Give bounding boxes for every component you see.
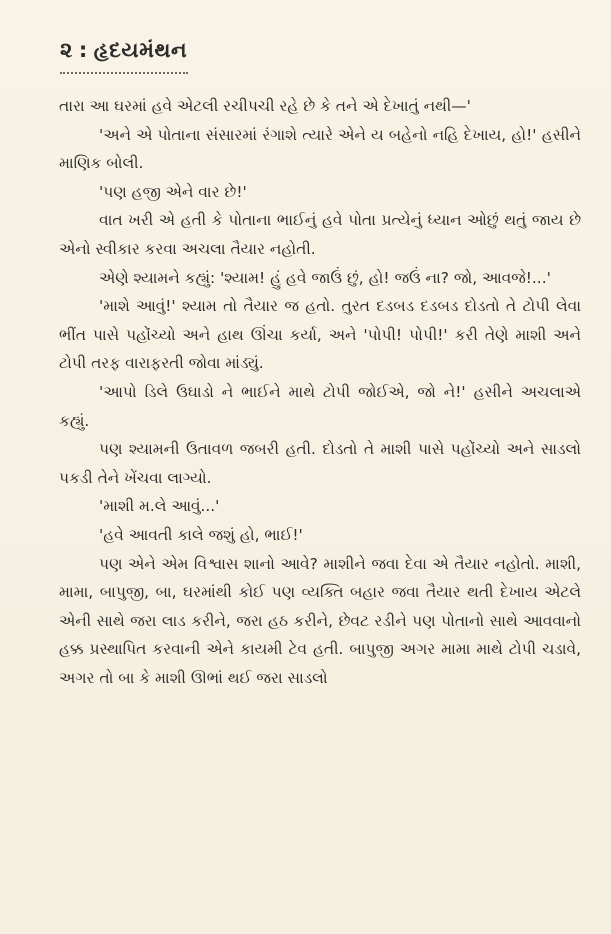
paragraph: પણ એને એમ વિશ્વાસ શાનો આવે? માશીને જવા દેવા એ તૈયાર નહોતો. માશી, મામા, બાપુજી, બા, ઘરમાંથી કોઈ પણ વ્યક્તિ બહાર જવા તૈયાર થતી દેખાય એટલે એની સાથે જરા લાડ કરીને, જરા હઠ કરીને, છેવટ રડીને પણ પોતાનો સાથે આવવાનો હક્ક પ્રસ્થાપિત કરવાની એને કાયમી ટેવ હતી. બાપુજી અગર મામા માથે ટોપી ચડાવે, અગર તો બા કે માશી ઊભાં થઈ જરા સાડલો: [59, 554, 581, 687]
paragraph: 'હવે આવતી કાલે જશું હો, ભાઈ!': [99, 525, 303, 544]
page-header: [60, 38, 187, 63]
chapter-title: હૃદયમંથન: [93, 38, 188, 62]
paragraph: 'અને એ પોતાના સંસારમાં રંગાશે ત્યારે એને ય બહેનો નહિ દેખાય, હો!' હસીને માણિક બોલી.: [59, 125, 581, 173]
paragraph: 'પણ હજી એને વાર છે!': [99, 182, 247, 201]
paragraph: એણે શ્યામને કહ્યું: 'શ્યામ! હું હવે જાઉં છું, હો! જઉં ના? જો, આવજે!...': [99, 268, 551, 287]
page-number: ૨: [60, 38, 73, 62]
paragraph: તારા આ ઘરમાં હવે એટલી રચીપચી રહે છે કે તને એ દેખાતું નથી—': [59, 97, 471, 115]
paragraph: 'આપો ડિલે ઉઘાડો ને ભાઈને માથે ટોપી જોઈએ, જો ને!' હસીને અચલાએ કહ્યું.: [59, 382, 581, 430]
paragraph: 'માશી મ.લે આવું...': [99, 497, 220, 516]
paragraph: વાત ખરી એ હતી કે પોતાના ભાઈનું હવે પોતા પ્રત્યેનું ધ્યાન ઓછું થતું જાય છે એનો સ્વીકાર કરવા અચલા તૈયાર નહોતી.: [59, 211, 581, 258]
header-separator: :: [78, 38, 88, 62]
paragraph: પણ શ્યામની ઉતાવળ જબરી હતી. દોડતો તે માશી પાસે પહોંચ્યો અને સાડલો પકડી તેને ખેંચવા લાગ્યો.: [59, 440, 581, 487]
header-underline: [60, 72, 188, 77]
paragraph: 'માશે આવું!' શ્યામ તો તૈયાર જ હતો. તુરત દડબડ દડબડ દોડતો તે ટોપી લેવા ભીંત પાસે પહોંચ્યો અને હાથ ઊંચા કર્યા, અને 'પોપી! પોપી!' કરી તેણે માશી અને ટોપી તરફ વારાફરતી જોવા માંડ્યું.: [59, 297, 581, 373]
body-text: [59, 92, 581, 692]
